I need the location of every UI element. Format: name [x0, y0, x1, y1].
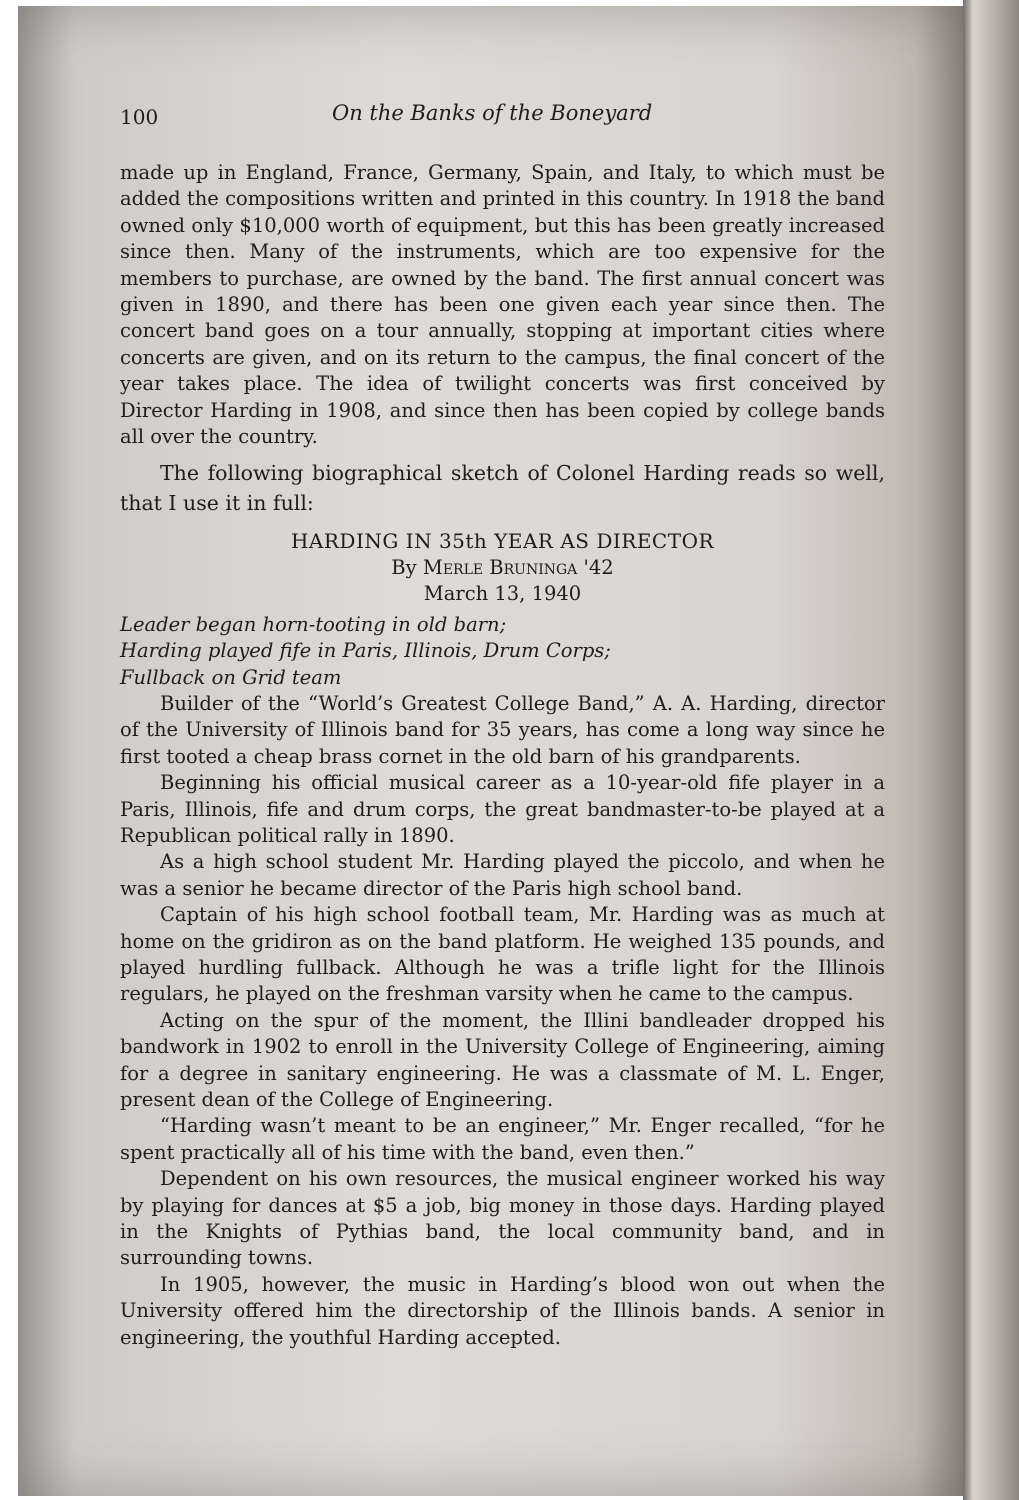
article-date: March 13, 1940: [423, 582, 582, 606]
page-content: [120, 100, 885, 1351]
running-title: On the Banks of the Boneyard: [332, 101, 653, 125]
article-paragraph: Dependent on his own resources, the musical engineer worked his way by playing for dances at $5 a job, big money in those days. Harding played in the Knights of Pythias band, the local community band, and in surrounding towns.: [120, 1167, 885, 1270]
deck-line: Leader began horn-tooting in old barn;: [120, 612, 507, 636]
article-paragraph: “Harding wasn’t meant to be an engineer,” Mr. Enger recalled, “for he spent practically all of his time with the band, even then.”: [120, 1114, 885, 1164]
article-headline: HARDING IN 35th YEAR AS DIRECTOR: [290, 529, 715, 554]
article-paragraph: As a high school student Mr. Harding played the piccolo, and when he was a senior he became director of the Paris high school band.: [120, 850, 885, 900]
page-number: 100: [120, 105, 159, 129]
byline-by: By: [391, 555, 417, 579]
article-paragraph: Acting on the spur of the moment, the Illini bandleader dropped his bandwork in 1902 to enroll in the University College of Engineering, aiming for a degree in sanitary engineering. He was a classmate of M. L. Enger, present dean of the College of Engineering.: [120, 1008, 885, 1111]
article-paragraph: Captain of his high school football team, Mr. Harding was as much at home on the gridiron as on the band platform. He weighed 135 pounds, and played hurdling fullback. Although he was a trifle light for the Illinois regulars, he played on the freshman varsity when he came to the campus.: [120, 903, 885, 1006]
page-header: [120, 100, 885, 140]
article-byline: [120, 555, 885, 581]
article-paragraph: In 1905, however, the music in Harding’s blood won out when the University offered him the directorship of the Illinois bands. A senior in engineering, the youthful Harding accepted.: [120, 1272, 885, 1349]
book-spine: [963, 0, 1019, 1500]
article-deck: [120, 612, 885, 691]
intro-paragraph-1: made up in England, France, Germany, Spain, and Italy, to which must be added the compositions written and printed in this country. In 1918 the band owned only $10,000 worth of equipment, but this has been greatly increased since then. Many of the instruments, which are too expensive for the members to purchase, are owned by the band. The first annual concert was given in 1890, and there has been one given each year since then. The concert band goes on a tour annually, stopping at important cities where concerts are given, and on its return to the campus, the final concert of the year takes place. The idea of twilight concerts was first conceived by Director Harding in 1908, and since then has been copied by college bands all over the country.: [120, 161, 885, 449]
article-paragraph: Beginning his official musical career as a 10-year-old fife player in a Paris, Illinois, fife and drum corps, the great bandmaster-to-be played at a Republican political rally in 1890.: [120, 771, 885, 847]
deck-line: Harding played fife in Paris, Illinois, Drum Corps;: [120, 639, 611, 663]
article-paragraph: Builder of the “World’s Greatest College Band,” A. A. Harding, director of the University of Illinois band for 35 years, has come a long way since he first tooted a cheap brass cornet in the old barn of his grandparents.: [120, 691, 885, 768]
intro-paragraph-2: The following biographical sketch of Colonel Harding reads so well, that I use it in full:: [120, 461, 885, 516]
deck-line: Fullback on Grid team: [120, 665, 342, 689]
byline-year: '42: [583, 555, 614, 579]
byline-author: Merle Bruninga: [422, 555, 578, 579]
